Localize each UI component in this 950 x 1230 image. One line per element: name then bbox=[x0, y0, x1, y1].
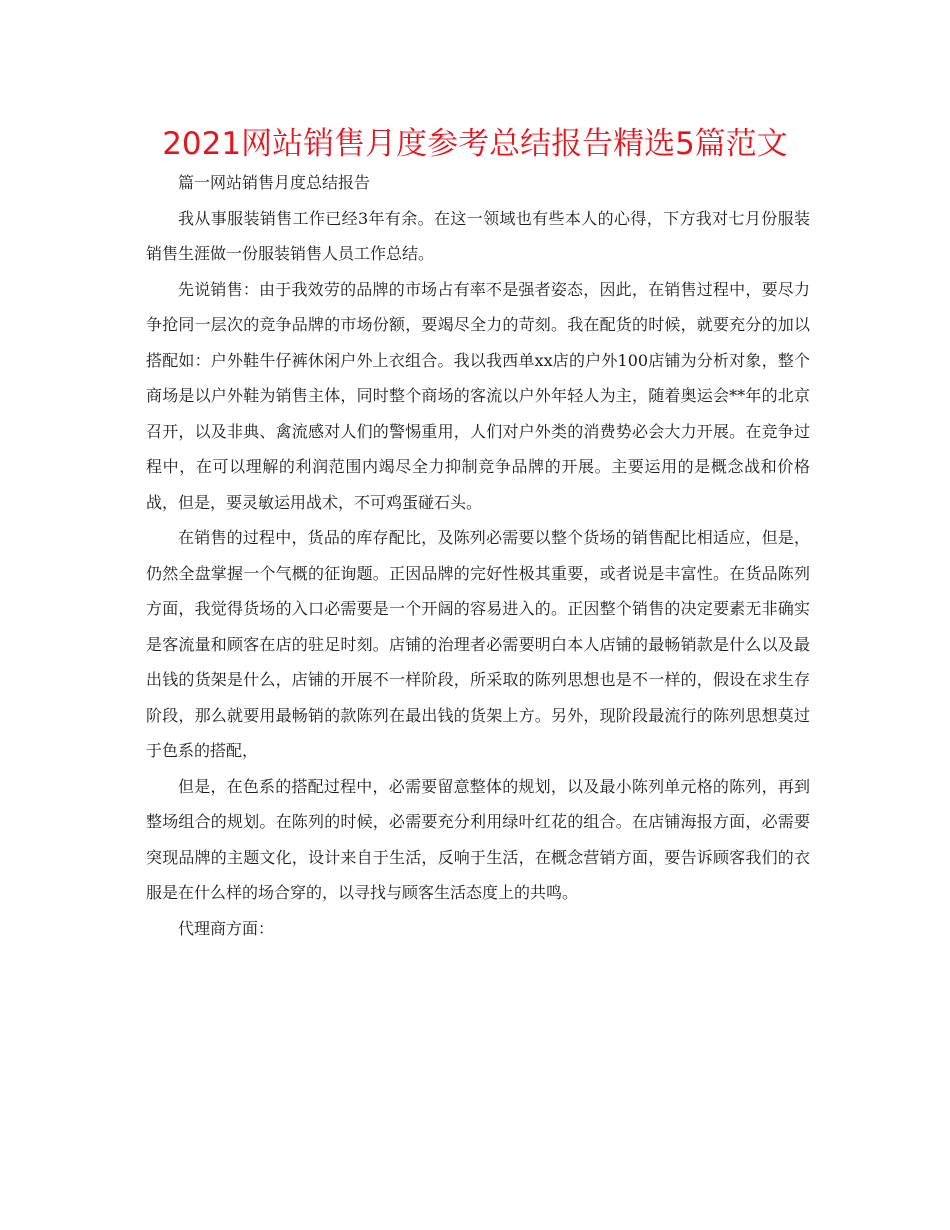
paragraph-color-matching: 但是，在色系的搭配过程中，必需要留意整体的规划，以及最小陈列单元格的陈列，再到整场组合的规划。在陈列的时候，必需要充分利用绿叶红花的组合。在店铺海报方面，必需要突现品牌的主题文化，设计来自于生活，反响于生活，在概念营销方面，要告诉顾客我们的衣服是在什么样的场合穿的，以寻找与顾客生活态度上的共鸣。 bbox=[146, 776, 810, 902]
paragraph-sales: 先说销售：由于我效劳的品牌的市场占有率不是强者姿态，因此，在销售过程中，要尽力争抢同一层次的竞争品牌的市场份额，要竭尽全力的苛刻。我在配货的时候，就要充分的加以搭配如：户外鞋牛仔裤休闲户外上衣组合。我以我西单xx店的户外100店铺为分析对象，整个商场是以户外鞋为销售主体，同时整个商场的客流以户外年轻人为主，随着奥运会**年的北京召开，以及非典、禽流感对人们的警惕重用，人们对户外类的消费势必会大力开展。在竞争过程中，在可以理解的利润范围内竭尽全力抑制竞争品牌的开展。主要运用的是概念战和价格战，但是，要灵敏运用战术，不可鸡蛋碰石头。 bbox=[146, 279, 810, 512]
section-heading: 篇一网站销售月度总结报告 bbox=[178, 173, 371, 192]
paragraph-inventory-display: 在销售的过程中，货品的库存配比，及陈列必需要以整个货场的销售配比相适应，但是，仍然全盘掌握一个气概的征询题。正因品牌的完好性极其重要，或者说是丰富性。在货品陈列方面，我觉得货场的入口必需要是一个开阔的容易进入的。正因整个销售的决定要素无非确实是客流量和顾客在店的驻足时刻。店铺的治理者必需要明白本人店铺的最畅销款是什么以及最出钱的货架是什么，店铺的开展不一样阶段，所采取的陈列思想也是不一样的，假设在求生存阶段，那么就要用最畅销的款陈列在最出钱的货架上方。另外，现阶段最流行的陈列思想莫过于色系的搭配， bbox=[146, 528, 810, 760]
paragraph-agents: 代理商方面： bbox=[178, 918, 275, 938]
document-title: 2021网站销售月度参考总结报告精选5篇范文 bbox=[162, 126, 788, 162]
document-body bbox=[146, 165, 810, 946]
paragraph-intro: 我从事服装销售工作已经3年有余。在这一领域也有些本人的心得，下方我对七月份服装销售生涯做一份服装销售人员工作总结。 bbox=[146, 208, 810, 263]
